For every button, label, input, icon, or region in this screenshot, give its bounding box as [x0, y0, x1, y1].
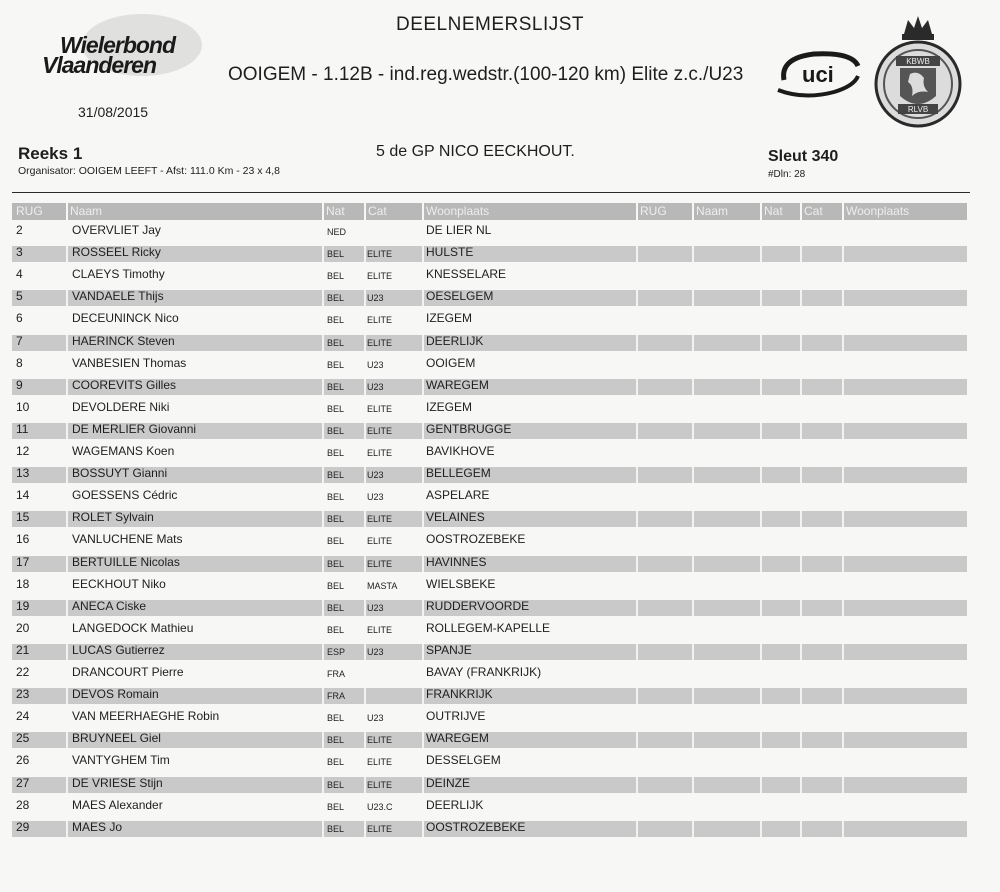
rider-name: DRANCOURT Pierre: [72, 665, 184, 679]
rider-residence: BAVAY (FRANKRIJK): [426, 665, 542, 679]
rider-nationality: BEL: [327, 293, 345, 304]
table-row: [0, 242, 1000, 264]
table-row: [0, 264, 1000, 286]
rider-nationality: BEL: [327, 271, 345, 282]
table-row: [0, 485, 1000, 507]
rider-number: 11: [16, 421, 29, 436]
svg-text:uci: uci: [802, 62, 834, 87]
rider-nationality: BEL: [327, 713, 345, 724]
table-row: [0, 507, 1000, 529]
rider-category: ELITE: [367, 757, 393, 768]
rider-number: 2: [16, 223, 23, 237]
wielerbond-vlaanderen-logo: [42, 14, 192, 84]
rider-name: COOREVITS Gilles: [72, 377, 177, 392]
rider-category: ELITE: [367, 249, 393, 260]
rider-category: ELITE: [367, 315, 393, 326]
rider-number: 19: [16, 598, 30, 613]
rider-category: ELITE: [367, 271, 393, 282]
rider-residence: OOSTROZEBEKE: [426, 819, 526, 834]
rider-residence: OOIGEM: [426, 355, 476, 370]
rider-residence: HULSTE: [426, 245, 474, 260]
rider-category: U23.C: [367, 801, 393, 812]
rider-nationality: BEL: [327, 580, 345, 591]
rider-residence: DEINZE: [426, 775, 471, 790]
table-row: [0, 728, 1000, 750]
rider-residence: FRANKRIJK: [426, 687, 493, 702]
rider-nationality: BEL: [327, 602, 345, 613]
table-row: [0, 419, 1000, 441]
rider-nationality: BEL: [327, 425, 345, 436]
rider-category: ELITE: [367, 823, 393, 834]
rider-nationality: BEL: [327, 359, 345, 370]
rider-nationality: BEL: [327, 249, 345, 260]
table-row: [0, 286, 1000, 308]
table-row: [0, 397, 1000, 419]
rider-category: ELITE: [367, 536, 393, 547]
uci-logo: [774, 46, 862, 102]
rider-nationality: BEL: [327, 801, 345, 812]
rider-category: U23: [367, 602, 384, 613]
header-naam: Naam: [70, 204, 103, 218]
rider-nationality: ESP: [327, 646, 346, 657]
table-row: [0, 618, 1000, 640]
rider-residence: IZEGEM: [426, 399, 473, 414]
rider-number: 24: [16, 709, 30, 724]
rider-category: U23: [367, 359, 384, 370]
table-row: [0, 463, 1000, 485]
rider-number: 16: [16, 532, 30, 547]
rider-residence: OOSTROZEBEKE: [426, 532, 526, 547]
rider-name: ROSSEEL Ricky: [72, 245, 161, 260]
rider-nationality: BEL: [327, 381, 345, 392]
header-nat-2: Nat: [764, 204, 783, 218]
table-row: [0, 684, 1000, 706]
participant-count: #Dln: 28: [768, 169, 806, 180]
rider-category: ELITE: [367, 624, 393, 635]
rider-category: ELITE: [367, 558, 393, 569]
rider-residence: RUDDERVOORDE: [426, 598, 530, 613]
rider-name: VANTYGHEM Tim: [72, 753, 170, 768]
kbwb-emblem: [872, 12, 964, 132]
rider-number: 25: [16, 731, 30, 746]
rider-number: 4: [16, 267, 23, 282]
rider-nationality: BEL: [327, 448, 345, 458]
rider-number: 3: [16, 245, 23, 260]
rider-nationality: BEL: [327, 470, 345, 481]
rider-residence: ASPELARE: [426, 488, 490, 503]
rider-name: ROLET Sylvain: [72, 510, 154, 525]
rider-name: BOSSUYT Gianni: [72, 466, 168, 481]
rider-nationality: BEL: [327, 403, 345, 414]
rider-residence: WAREGEM: [426, 731, 489, 746]
header-rug: RUG: [16, 204, 43, 218]
rider-name: VANLUCHENE Mats: [72, 532, 183, 547]
rider-number: 8: [16, 355, 23, 370]
header-divider: [12, 192, 970, 193]
header-nat: Nat: [326, 204, 345, 218]
rider-name: LUCAS Gutierrez: [72, 642, 165, 657]
rider-name: DE MERLIER Giovanni: [72, 421, 197, 436]
rider-number: 28: [16, 797, 30, 812]
rider-nationality: BEL: [327, 735, 345, 746]
header-woonplaats: Woonplaats: [426, 204, 490, 218]
rider-name: DE VRIESE Stijn: [72, 775, 163, 790]
rider-number: 13: [16, 466, 30, 481]
table-row: [0, 308, 1000, 330]
rider-category: ELITE: [367, 448, 393, 458]
rider-name: BERTUILLE Nicolas: [72, 554, 180, 569]
rider-category: ELITE: [367, 735, 393, 746]
rider-category: ELITE: [367, 403, 393, 414]
rider-residence: WIELSBEKE: [426, 576, 496, 591]
rider-residence: BAVIKHOVE: [426, 444, 495, 458]
rider-number: 12: [16, 444, 30, 458]
table-row: [0, 441, 1000, 463]
table-row: [0, 375, 1000, 397]
rider-number: 18: [16, 576, 30, 591]
rider-number: 23: [16, 687, 30, 702]
header-woonplaats-2: Woonplaats: [846, 204, 910, 218]
rider-nationality: BEL: [327, 492, 345, 503]
rider-residence: BELLEGEM: [426, 466, 491, 481]
table-row: [0, 640, 1000, 662]
table-row: [0, 574, 1000, 596]
event-title: 5 de GP NICO EECKHOUT.: [376, 143, 575, 160]
rider-nationality: BEL: [327, 757, 345, 768]
rider-nationality: BEL: [327, 315, 345, 326]
table-row: [0, 817, 1000, 839]
rider-name: VANBESIEN Thomas: [72, 355, 187, 370]
rider-name: GOESSENS Cédric: [72, 488, 178, 503]
rider-residence: DE LIER NL: [426, 223, 492, 237]
rider-number: 10: [16, 399, 30, 414]
svg-text:KBWB: KBWB: [906, 57, 930, 66]
rider-name: DECEUNINCK Nico: [72, 311, 179, 326]
table-row: [0, 750, 1000, 772]
rider-category: MASTA: [367, 580, 398, 591]
rider-name: DEVOLDERE Niki: [72, 399, 170, 414]
rider-name: WAGEMANS Koen: [72, 444, 175, 458]
list-date: 31/08/2015: [78, 104, 149, 120]
rider-name: HAERINCK Steven: [72, 333, 175, 348]
rider-number: 14: [16, 488, 30, 503]
rider-category: U23: [367, 381, 384, 392]
header-naam-2: Naam: [696, 204, 729, 218]
sleut-number: Sleut 340: [768, 148, 839, 165]
rider-number: 17: [16, 554, 30, 569]
rider-nationality: BEL: [327, 536, 345, 547]
rider-residence: DESSELGEM: [426, 753, 501, 768]
rider-category: U23: [367, 646, 384, 657]
rider-residence: IZEGEM: [426, 311, 473, 326]
rider-number: 20: [16, 620, 30, 635]
rider-category: ELITE: [367, 514, 393, 525]
rider-nationality: FRA: [327, 691, 345, 702]
header-cat-2: Cat: [804, 204, 823, 218]
table-row: [0, 220, 1000, 242]
rider-nationality: BEL: [327, 337, 345, 348]
race-title: OOIGEM - 1.12B - ind.reg.wedstr.(100-120 km) Elite z.c./U23: [228, 64, 744, 85]
rider-name: OVERVLIET Jay: [72, 223, 161, 237]
document-title: DEELNEMERSLIJST: [395, 14, 585, 35]
rider-nationality: BEL: [327, 624, 345, 635]
rider-name: BRUYNEEL Giel: [72, 731, 161, 746]
rider-number: 7: [16, 333, 23, 348]
rider-residence: SPANJE: [426, 642, 472, 657]
table-row: [0, 353, 1000, 375]
table-row: [0, 552, 1000, 574]
rider-number: 27: [16, 775, 30, 790]
rider-name: MAES Alexander: [72, 797, 163, 812]
rider-number: 26: [16, 753, 30, 768]
rider-residence: OESELGEM: [426, 289, 494, 304]
header-rug-2: RUG: [640, 204, 667, 218]
rider-category: U23: [367, 293, 384, 304]
logo-text-line1: Wielerbond: [60, 32, 176, 58]
rider-name: CLAEYS Timothy: [72, 267, 165, 282]
rider-number: 29: [16, 819, 30, 834]
rider-residence: DEERLIJK: [426, 797, 484, 812]
rider-name: MAES Jo: [72, 819, 123, 834]
rider-number: 15: [16, 510, 30, 525]
table-row: [0, 529, 1000, 551]
table-header: [12, 203, 967, 220]
rider-category: U23: [367, 713, 384, 724]
rider-residence: ROLLEGEM-KAPELLE: [426, 620, 551, 635]
rider-number: 6: [16, 311, 23, 326]
table-row: [0, 331, 1000, 353]
series-label: Reeks 1: [18, 144, 83, 163]
rider-nationality: BEL: [327, 823, 345, 834]
table-row: [0, 662, 1000, 684]
rider-nationality: FRA: [327, 669, 345, 679]
svg-text:RLVB: RLVB: [907, 105, 929, 114]
rider-number: 9: [16, 377, 23, 392]
table-row: [0, 706, 1000, 728]
rider-residence: OUTRIJVE: [426, 709, 486, 724]
table-row: [0, 596, 1000, 618]
rider-name: VAN MEERHAEGHE Robin: [72, 709, 220, 724]
rider-residence: KNESSELARE: [426, 267, 507, 282]
table-row: [0, 773, 1000, 795]
rider-category: U23: [367, 470, 384, 481]
rider-name: LANGEDOCK Mathieu: [72, 620, 194, 635]
rider-number: 21: [16, 642, 30, 657]
header-cat: Cat: [368, 204, 387, 218]
rider-category: U23: [367, 492, 384, 503]
rider-nationality: BEL: [327, 514, 345, 525]
rider-residence: WAREGEM: [426, 377, 489, 392]
table-row: [0, 795, 1000, 817]
rider-name: ANECA Ciske: [72, 598, 147, 613]
rider-name: DEVOS Romain: [72, 687, 159, 702]
logo-text-line2: Vlaanderen: [42, 52, 156, 78]
rider-category: ELITE: [367, 779, 393, 790]
rider-name: EECKHOUT Niko: [72, 576, 166, 591]
rider-category: ELITE: [367, 337, 393, 348]
rider-residence: GENTBRUGGE: [426, 421, 512, 436]
rider-nationality: NED: [327, 227, 347, 237]
rider-residence: HAVINNES: [426, 554, 487, 569]
rider-category: ELITE: [367, 425, 393, 436]
organizer-info: Organisator: OOIGEM LEEFT - Afst: 111.0 Km - 23 x 4,8: [18, 165, 281, 177]
rider-nationality: BEL: [327, 779, 345, 790]
rider-residence: DEERLIJK: [426, 333, 484, 348]
rider-residence: VELAINES: [426, 510, 485, 525]
rider-number: 5: [16, 289, 23, 304]
rider-name: VANDAELE Thijs: [72, 289, 164, 304]
rider-number: 22: [16, 665, 30, 679]
rider-nationality: BEL: [327, 558, 345, 569]
